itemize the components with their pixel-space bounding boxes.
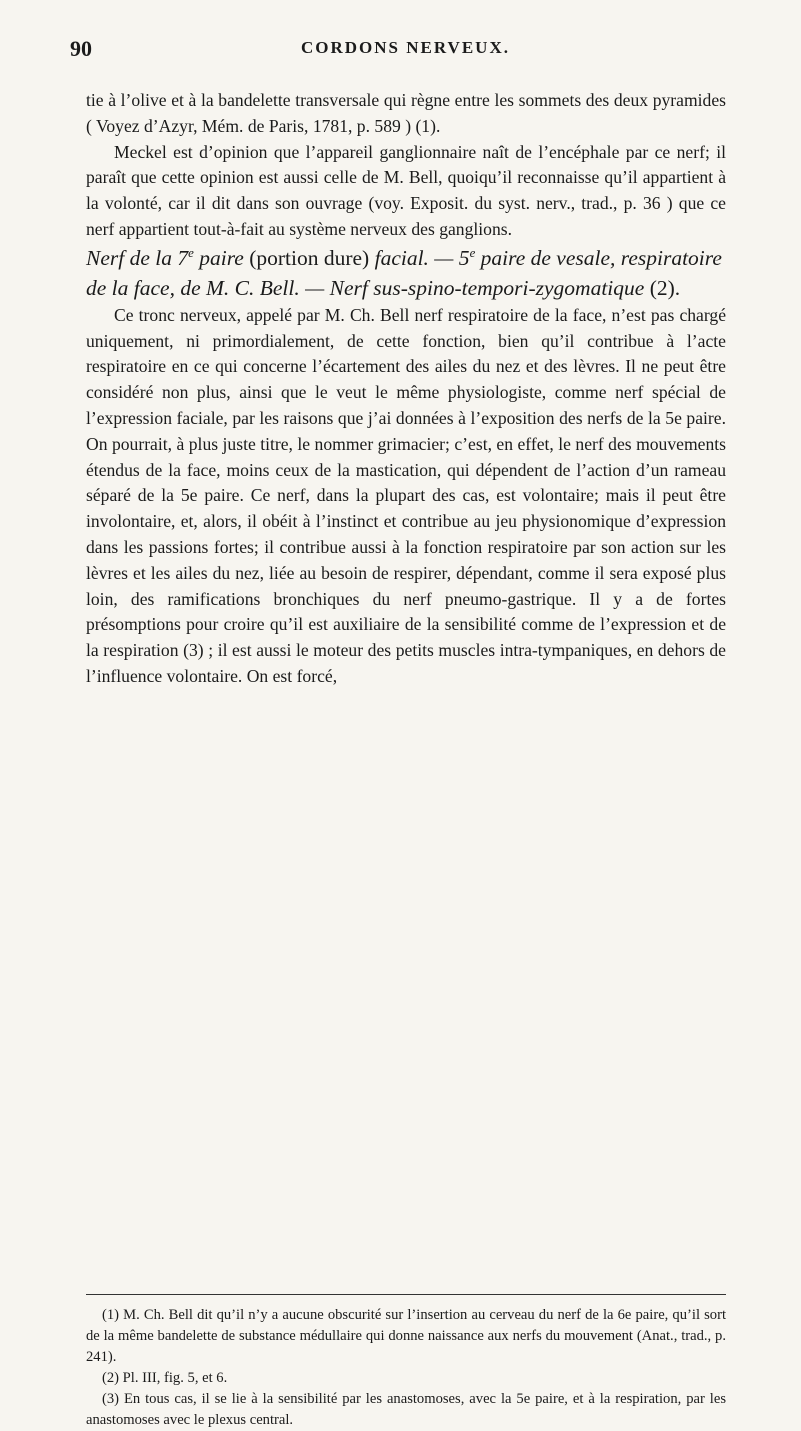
footnote-3: (3) En tous cas, il se lie à la sensibilité par les anastomoses, avec la 5e paire, et à la respiration, par les anastomoses avec le plexus central. [86,1391,726,1428]
running-title: CORDONS NERVEUX. [301,38,510,57]
heading-part: (portion dure) [249,245,375,270]
section-heading [86,243,726,303]
page-header [70,36,741,66]
footnote-1: (1) M. Ch. Bell dit qu’il n’y a aucune obscurité sur l’insertion au cerveau du nerf de la 6e paire, qu’il sort de la même bandelette de substance médullaire qui donne naissance aux nerfs du mouvement (Anat., trad., p. 241). [86,1307,726,1365]
paragraph-main: Ce tronc nerveux, appelé par M. Ch. Bell nerf respiratoire de la face, n’est pas chargé uniquement, ni primordialement, de cette fonction, bien qu’il contribue à l’acte respiratoire en ce qui concerne l’écartement des ailes du nez et des lèvres. Il ne peut être considéré non plus, ainsi que le veut le même physiologiste, comme nerf spécial de l’expression faciale, par les raisons que j’ai données à l’exposition des nerfs de la 5e paire. On pourrait, à plus juste titre, le nommer grimacier; c’est, en effet, le nerf des mouvements étendus de la face, moins ceux de la mastication, qui dépendent de l’action d’un rameau séparé de la 5e paire. Ce nerf, dans la plupart des cas, est volontaire; mais il peut être involontaire, et, alors, il obéit à l’instinct et contribue au jeu physionomique d’expression dans les passions fortes; il contribue aussi à la fonction respiratoire par son action sur les lèvres et les ailes du nez, liée au besoin de respirer, dépendant, comme il sera exposé plus loin, des ramifications bronchiques du nerf pneumo-gastrique. Il y a de fortes présomptions pour croire qu’il est auxiliaire de la sensibilité comme de l’expression et de la respiration (3) ; il est aussi le moteur des petits muscles intra-tympaniques, en dehors de l’influence volontaire. On est forcé, [86,304,726,686]
paragraph-meckel: Meckel est d’opinion que l’appareil ganglionnaire naît de l’encéphale par ce nerf; il paraît que cette opinion est aussi celle de M. Bell, quoiqu’il reconnaisse qu’il appartient à la volonté, car il dit dans son ouvrage (voy. Exposit. du syst. nerv., trad., p. 36 ) que ce nerf appartient tout-à-fait au système nerveux des ganglions. [86,141,726,239]
heading-part: paire de vesale, respiratoire de la face, de M. C. Bell. — Nerf sus-spino-tempori-zygomatique [86,245,722,300]
heading-part: (2). [649,275,681,300]
footnote-2: (2) Pl. III, fig. 5, et 6. [102,1370,228,1386]
heading-part: Nerf de la 7 [86,245,189,270]
heading-sup: e [469,245,476,260]
footnote-rule [86,1294,726,1295]
page-number: 90 [70,36,92,61]
heading-sup: e [188,245,194,260]
body-text [86,88,726,690]
footnotes [86,1305,726,1431]
heading-part: facial. — 5 [374,245,470,270]
heading-part: paire [193,245,250,270]
paragraph-continued: tie à l’olive et à la bandelette transversale qui règne entre les sommets des deux pyramides ( Voyez d’Azyr, Mém. de Paris, 1781, p. 589 ) (1). [86,90,726,136]
